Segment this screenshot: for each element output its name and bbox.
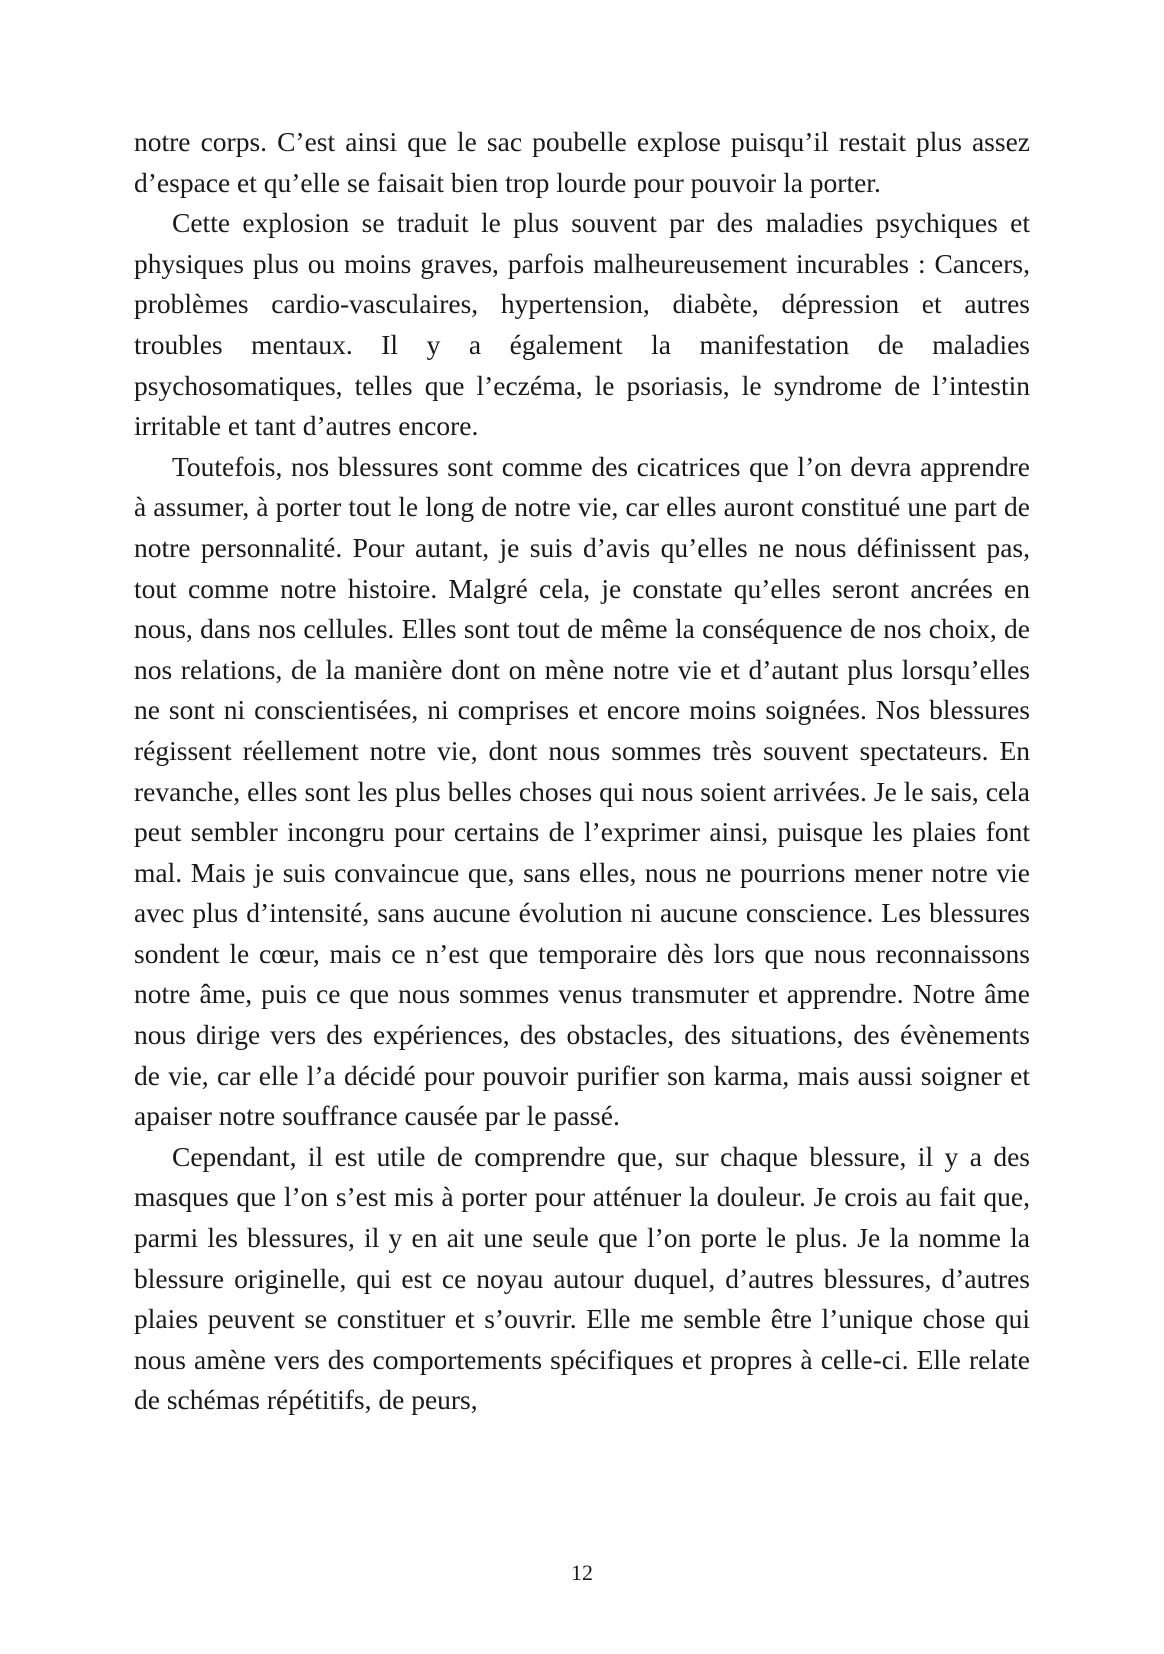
- page-number: 12: [571, 1560, 593, 1585]
- paragraph: Cependant, il est utile de comprendre que, sur chaque blessure, il y a des masques que l’on s’est mis à porter pour atténuer la douleur. Je crois au fait que, parmi les blessures, il y en ait une seule que l’on porte le plus. Je la nomme la blessure originelle, qui est ce noyau autour duquel, d’autres blessures, d’autres plaies peuvent se constituer et s’ouvrir. Elle me semble être l’unique chose qui nous amène vers des comportements spécifiques et propres à celle-ci. Elle relate de schémas répétitifs, de peurs,: [134, 1140, 1030, 1416]
- paragraph: Cette explosion se traduit le plus souvent par des maladies psychiques et physiques plus ou moins graves, parfois malheureusement incurables : Cancers, problèmes cardio-vasculaires, hypertension, diabète, dépression et autres troubles mentaux. Il y a également la manifestation de maladies psychosomatiques, telles que l’eczéma, le psoriasis, le syndrome de l’intestin irritable et tant d’autres encore.: [134, 207, 1030, 442]
- body-text: [134, 122, 1030, 1421]
- paragraph-continued: notre corps. C’est ainsi que le sac poubelle explose puisqu’il restait plus assez d’espace et qu’elle se faisait bien trop lourde pour pouvoir la porter.: [134, 126, 1030, 198]
- paragraph: Toutefois, nos blessures sont comme des cicatrices que l’on devra apprendre à assumer, à porter tout le long de notre vie, car elles auront constitué une part de notre personnalité. Pour autant, je suis d’avis qu’elles ne nous définissent pas, tout comme notre histoire. Malgré cela, je constate qu’elles seront ancrées en nous, dans nos cellules. Elles sont tout de même la conséquence de nos choix, de nos relations, de la manière dont on mène notre vie et d’autant plus lorsqu’elles ne sont ni conscientisées, ni comprises et encore moins soignées. Nos blessures régissent réellement notre vie, dont nous sommes très souvent spectateurs. En revanche, elles sont les plus belles choses qui nous soient arrivées. Je le sais, cela peut sembler incongru pour certains de l’exprimer ainsi, puisque les plaies font mal. Mais je suis convaincue que, sans elles, nous ne pourrions mener notre vie avec plus d’intensité, sans aucune évolution ni aucune conscience. Les blessures sondent le cœur, mais ce n’est que temporaire dès lors que nous reconnaissons notre âme, puis ce que nous sommes venus transmuter et apprendre. Notre âme nous dirige vers des expériences, des obstacles, des situations, des évènements de vie, car elle l’a décidé pour pouvoir purifier son karma, mais aussi soigner et apaiser notre souffrance causée par le passé.: [134, 450, 1030, 1132]
